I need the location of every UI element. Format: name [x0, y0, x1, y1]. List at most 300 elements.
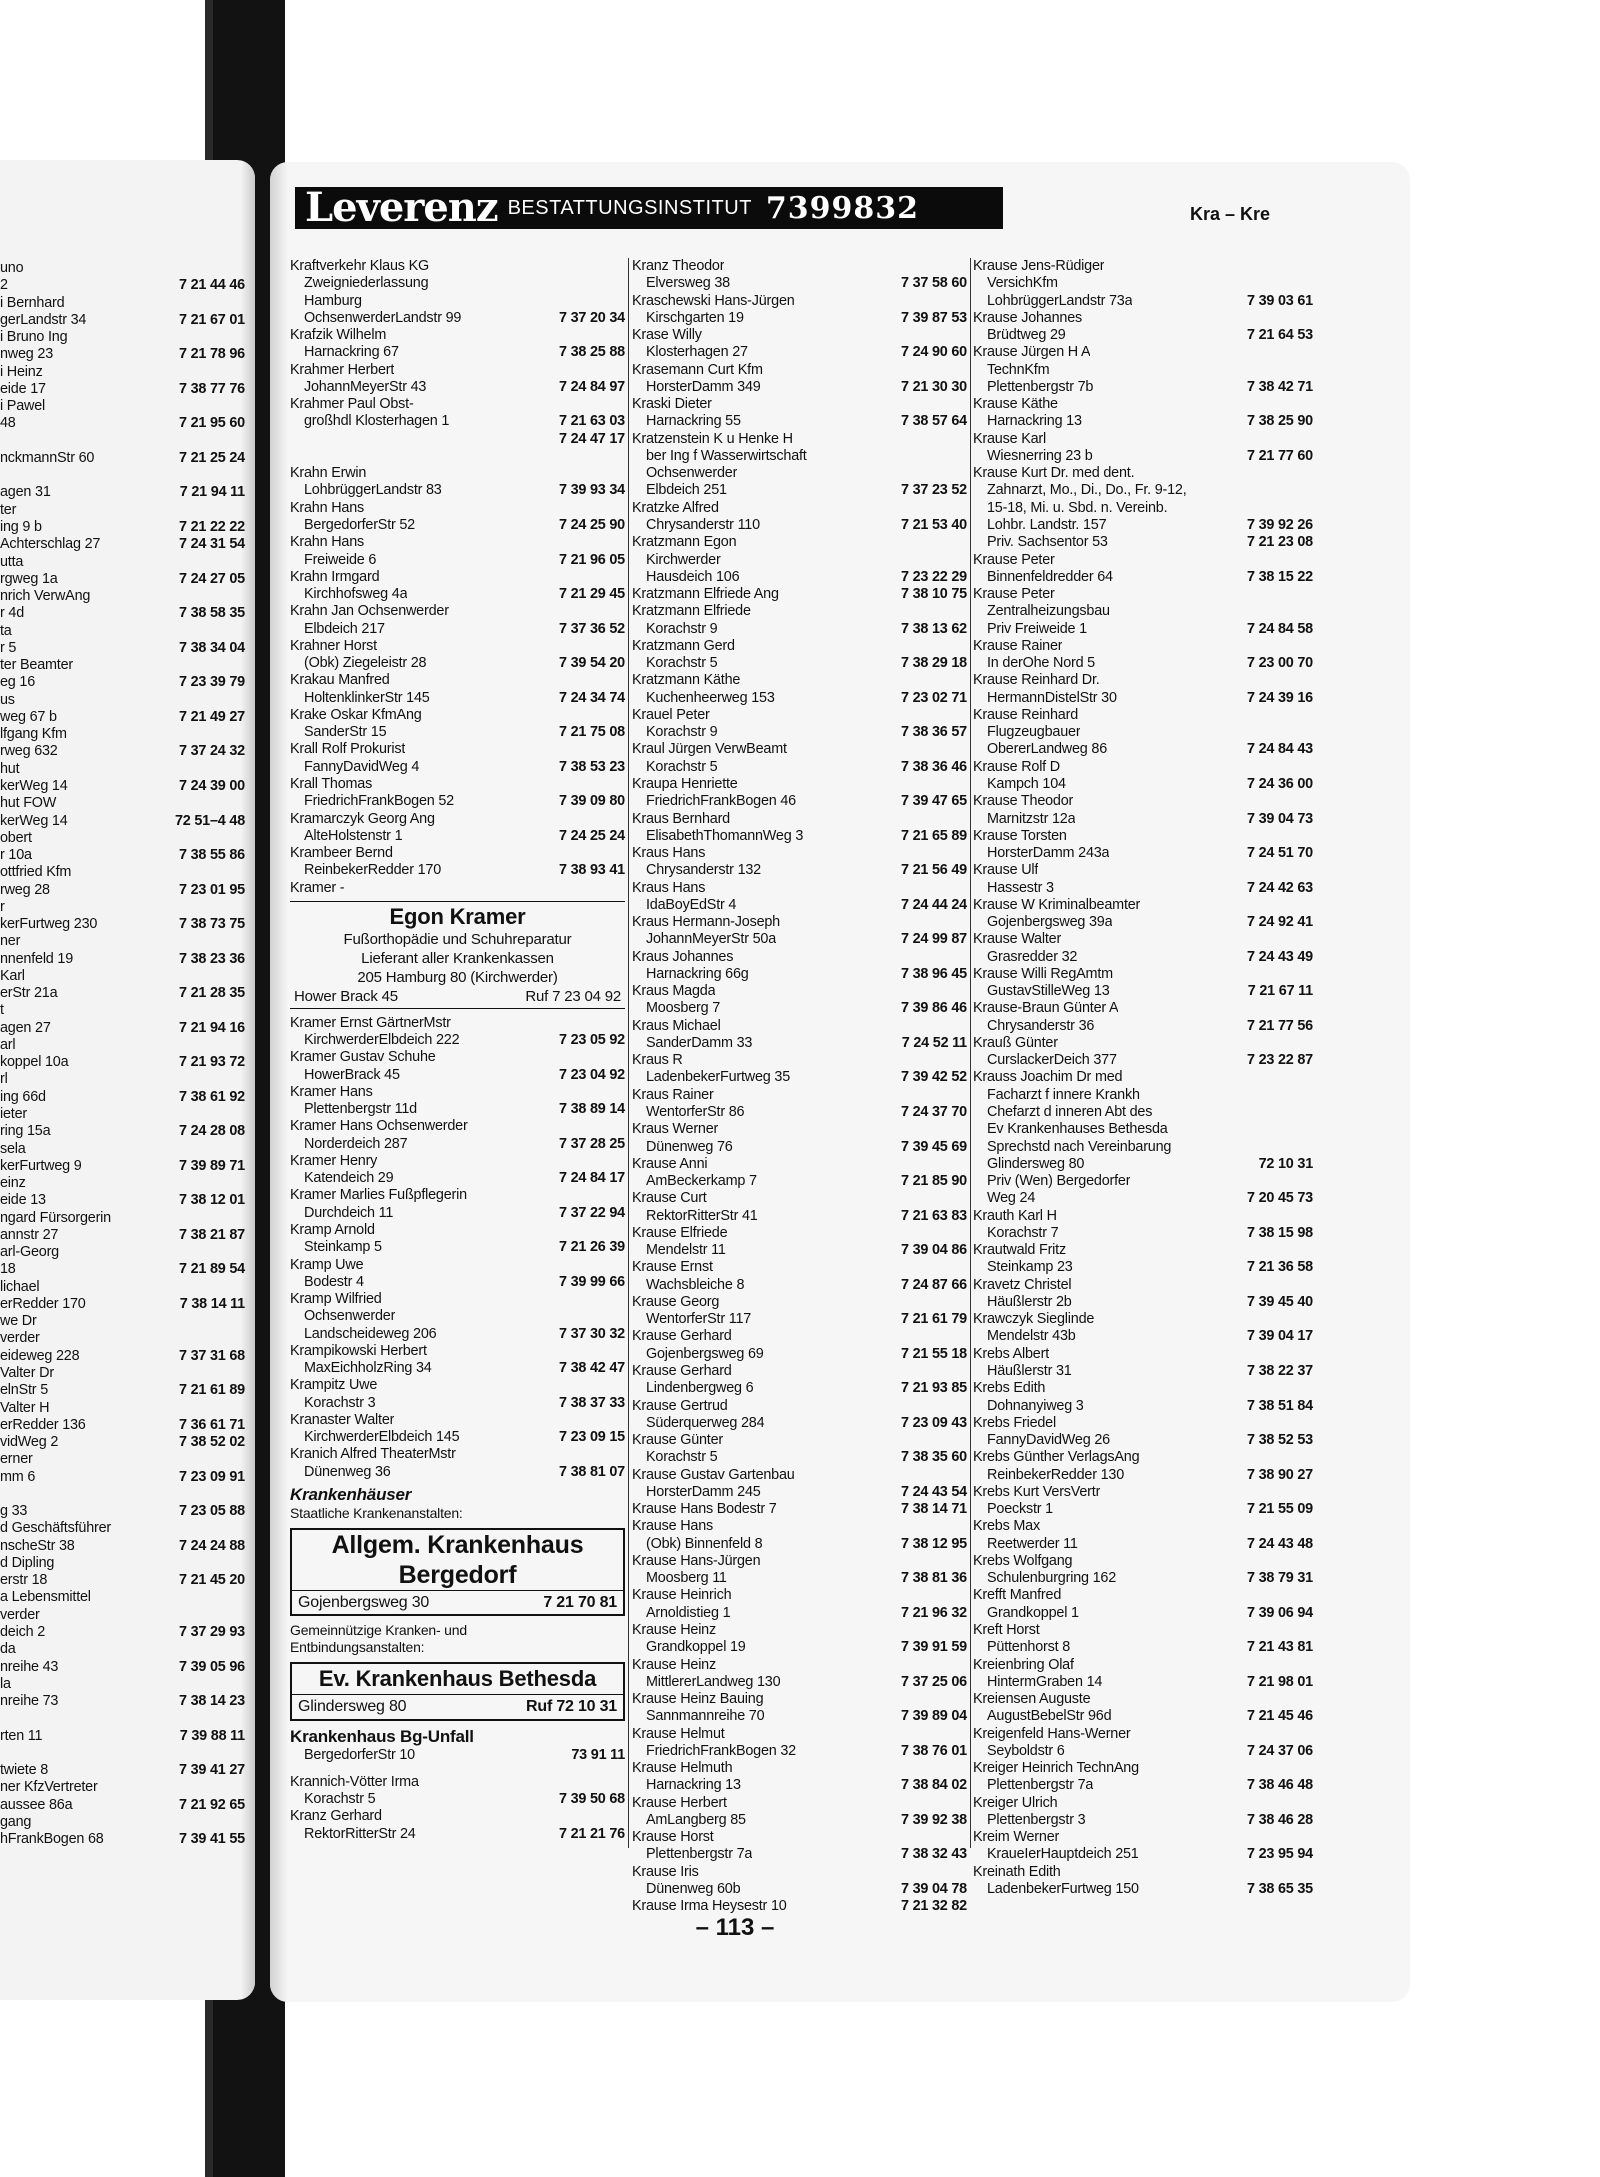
entry-text: Priv Freiweide 1 [987, 620, 1087, 637]
directory-entry [973, 1449, 1313, 1466]
directory-entry [290, 1808, 625, 1825]
entry-text: Valter H [0, 1399, 50, 1416]
directory-entry [290, 534, 625, 551]
entry-phone: 7 21 53 40 [900, 516, 967, 533]
entry-text: Krause Jürgen H A [973, 344, 1091, 361]
entry-phone: 7 21 98 01 [1246, 1673, 1313, 1690]
left-entry [0, 364, 245, 381]
entry-text: Ev Krankenhauses Bethesda [987, 1121, 1168, 1138]
directory-entry [973, 500, 1313, 517]
directory-entry [973, 1173, 1313, 1190]
hospital-address: Gojenbergsweg 30 [298, 1594, 430, 1611]
directory-entry [632, 1864, 967, 1881]
entry-text: Kraus Rainer [632, 1086, 714, 1103]
section-subheading: Staatliche Krankenanstalten: [290, 1505, 463, 1521]
directory-entry [632, 431, 967, 448]
entry-phone: 7 38 25 88 [558, 344, 625, 361]
left-entry [0, 295, 245, 312]
left-entry [0, 450, 245, 467]
entry-text: ter Beamter [0, 657, 73, 674]
entry-phone: 7 24 37 06 [1246, 1742, 1313, 1759]
directory-entry [632, 603, 967, 620]
left-entry [0, 985, 245, 1002]
entry-phone: 7 38 25 90 [1246, 413, 1313, 430]
entry-text: Zweigniederlassung [304, 275, 429, 292]
directory-entry [290, 552, 625, 569]
entry-text: LadenbekerFurtweg 35 [646, 1069, 791, 1086]
entry-text: Krause Karl [973, 430, 1046, 447]
directory-entry [290, 1326, 625, 1343]
directory-entry [632, 1760, 967, 1777]
left-entry [0, 813, 245, 830]
entry-text: Kravetz Christel [973, 1276, 1072, 1293]
entry-phone: 7 23 04 92 [558, 1066, 625, 1083]
directory-entry [973, 431, 1313, 448]
directory-entry [290, 1049, 625, 1066]
directory-entry [290, 655, 625, 672]
entry-phone: 7 37 30 32 [558, 1325, 625, 1342]
entry-text: Moosberg 11 [646, 1570, 727, 1587]
entry-phone: 7 21 96 32 [900, 1604, 967, 1621]
entry-text: Marnitzstr 12a [987, 810, 1076, 827]
entry-text: FriedrichFrankBogen 32 [646, 1742, 796, 1759]
entry-phone: 7 38 13 62 [900, 620, 967, 637]
left-entry [0, 415, 245, 432]
entry-phone: 7 38 21 87 [178, 1226, 245, 1243]
directory-entry [632, 793, 967, 810]
directory-entry [973, 534, 1313, 551]
directory-entry [973, 603, 1313, 620]
entry-text: i Bernhard [0, 294, 65, 311]
left-entry [0, 1538, 245, 1555]
entry-text: Kreim Werner [973, 1829, 1060, 1846]
hospital-box-bergedorf [290, 1528, 625, 1616]
directory-entry [290, 344, 625, 361]
entry-text: ta [0, 622, 12, 639]
entry-text: eideweg 228 [0, 1347, 80, 1364]
directory-entry [973, 1000, 1313, 1017]
entries-block [290, 1015, 625, 1481]
entry-text: Krahn Irmgard [290, 568, 380, 585]
entry-phone: 7 21 93 85 [900, 1380, 967, 1397]
entry-text: Kraupa Henriette [632, 775, 738, 792]
entry-text: Krause Willi RegAmtm [973, 965, 1113, 982]
left-entry [0, 726, 245, 743]
entry-text: Steinkamp 23 [987, 1259, 1073, 1276]
directory-entry [632, 1708, 967, 1725]
entry-text: Chrysanderstr 36 [987, 1017, 1095, 1034]
directory-entry [973, 396, 1313, 413]
directory-entry [973, 344, 1313, 361]
entry-text: HorsterDamm 349 [646, 378, 761, 395]
entry-text: Krefft Manfred [973, 1587, 1062, 1604]
directory-entry [973, 793, 1313, 810]
advert-title: Egon Kramer [389, 903, 526, 929]
entry-text: r 10a [0, 847, 32, 864]
entry-text: Lohbr. Landstr. 157 [987, 516, 1107, 533]
directory-entry [290, 1067, 625, 1084]
directory-entry [632, 1553, 967, 1570]
directory-entry [290, 741, 625, 758]
entry-text: Krause Jens-Rüdiger [973, 258, 1105, 274]
entry-phone: 7 38 81 07 [558, 1463, 625, 1480]
left-entry [0, 1434, 245, 1451]
directory-entry [973, 1328, 1313, 1345]
entry-phone: 7 39 04 86 [900, 1242, 967, 1259]
directory-entry [290, 862, 625, 879]
entry-phone: 7 37 58 60 [900, 275, 967, 292]
entry-phone: 7 38 53 23 [558, 758, 625, 775]
directory-entry [973, 983, 1313, 1000]
directory-entry [632, 1449, 967, 1466]
left-entry [0, 916, 245, 933]
entry-phone: 7 21 61 79 [900, 1311, 967, 1328]
left-entry [0, 1382, 245, 1399]
entry-text: Brüdtweg 29 [987, 327, 1066, 344]
entry-text: weg 67 b [0, 708, 57, 725]
directory-entry [632, 1777, 967, 1794]
entry-phone: 7 21 95 60 [178, 415, 245, 432]
entry-text: i Bruno Ing [0, 329, 68, 346]
directory-entry [973, 1622, 1313, 1639]
left-entry [0, 933, 245, 950]
entry-text: IdaBoyEdStr 4 [646, 896, 737, 913]
directory-entry [290, 569, 625, 586]
entry-text: ner KfzVertreter [0, 1779, 98, 1796]
entry-text: Elversweg 38 [646, 275, 730, 292]
directory-entry [973, 448, 1313, 465]
left-entry [0, 1002, 245, 1019]
entry-phone: 7 38 58 35 [178, 605, 245, 622]
entry-phone: 7 24 25 24 [558, 827, 625, 844]
entry-text: Krafzik Wilhelm [290, 327, 387, 344]
entry-phone: 7 37 23 52 [900, 482, 967, 499]
directory-entry [290, 724, 625, 741]
left-entry [0, 1797, 245, 1814]
directory-entry [632, 1156, 967, 1173]
left-entry [0, 260, 245, 277]
entry-text: Krahn Jan Ochsenwerder [290, 603, 449, 620]
left-entry [0, 1071, 245, 1088]
entry-text: Krawczyk Sieglinde [973, 1311, 1095, 1328]
left-entry [0, 1279, 245, 1296]
entry-phone: 7 24 47 17 [558, 430, 625, 447]
entry-text: SanderStr 15 [304, 724, 387, 741]
entry-phone: 7 21 23 08 [1246, 534, 1313, 551]
entry-text: Krause Gustav Gartenbau [632, 1466, 795, 1483]
entry-text: Krause Ernst [632, 1259, 713, 1276]
entry-text: Kraus Bernhard [632, 810, 730, 827]
directory-entry [973, 1743, 1313, 1760]
entry-text: Kramp Uwe [290, 1256, 364, 1273]
page-number-text: – 113 – [695, 1914, 775, 1941]
entry-phone: 7 24 44 24 [900, 896, 967, 913]
entry-text: Korachstr 9 [646, 620, 718, 637]
left-entry [0, 623, 245, 640]
directory-entry [632, 759, 967, 776]
left-entry [0, 1400, 245, 1417]
left-entry [0, 571, 245, 588]
directory-entry [632, 327, 967, 344]
directory-entry [290, 517, 625, 534]
entry-text: Kramer Marlies Fußpflegerin [290, 1187, 467, 1204]
entry-text: Krause Reinhard Dr. [973, 672, 1100, 689]
directory-entry [290, 1412, 625, 1429]
directory-entry [973, 1691, 1313, 1708]
directory-entry [632, 396, 967, 413]
entry-text: Zentralheizungsbau [987, 603, 1110, 620]
directory-entry [632, 1069, 967, 1086]
entry-text: WentorferStr 117 [646, 1311, 752, 1328]
entry-text: Landscheideweg 206 [304, 1325, 437, 1342]
entry-phone: 7 39 06 94 [1246, 1604, 1313, 1621]
column-2 [632, 258, 967, 1916]
directory-entry [290, 1791, 625, 1808]
entry-phone: 7 21 77 56 [1246, 1017, 1313, 1034]
directory-entry [632, 1467, 967, 1484]
entry-text: Dohnanyiweg 3 [987, 1397, 1084, 1414]
entry-phone: 7 38 89 14 [558, 1101, 625, 1118]
left-entry [0, 761, 245, 778]
entry-text: lichael [0, 1278, 40, 1295]
directory-entry [973, 1518, 1313, 1535]
entry-text: LohbrüggerLandstr 83 [304, 482, 442, 499]
left-entry [0, 1676, 245, 1693]
entry-phone: 7 23 22 29 [900, 568, 967, 585]
entry-text: Mendelstr 43b [987, 1328, 1076, 1345]
entry-phone: 7 24 99 87 [900, 931, 967, 948]
entry-text: Freiweide 6 [304, 551, 377, 568]
entry-text: Kraus Michael [632, 1017, 721, 1034]
entry-phone: 7 21 85 90 [900, 1173, 967, 1190]
entry-phone: 7 39 91 59 [900, 1639, 967, 1656]
left-entry [0, 1710, 245, 1727]
section-subheading: Entbindungsanstalten: [290, 1639, 425, 1656]
advert-phone: Ruf 7 23 04 92 [525, 987, 621, 1005]
directory-entry [973, 1156, 1313, 1173]
entry-text: kerFurtweg 230 [0, 916, 98, 933]
entry-text: RektorRitterStr 41 [646, 1207, 758, 1224]
section-subheading: Gemeinnützige Kranken- und [290, 1622, 467, 1639]
entry-text: Wachsbleiche 8 [646, 1276, 745, 1293]
entry-text: ber Ing f Wasserwirtschaft [646, 447, 807, 464]
entry-text: Krause Herbert [632, 1794, 727, 1811]
directory-entry [290, 1360, 625, 1377]
entry-text: AlteHolstenstr 1 [304, 827, 403, 844]
left-entry [0, 1037, 245, 1054]
left-entry [0, 346, 245, 363]
entry-text: Kraschewski Hans-Jürgen [632, 292, 795, 309]
entry-text: gang [0, 1813, 32, 1830]
entry-text: Mendelstr 11 [646, 1242, 726, 1259]
entry-text: Ochsenwerder [304, 1308, 396, 1325]
directory-entry [632, 621, 967, 638]
entry-phone: 7 38 76 01 [900, 1742, 967, 1759]
entry-text: arl [0, 1036, 16, 1053]
entry-text: RektorRitterStr 24 [304, 1825, 416, 1842]
entry-text: LadenbekerFurtweg 150 [987, 1880, 1139, 1897]
left-entry [0, 899, 245, 916]
directory-entry [290, 1015, 625, 1032]
directory-entry [632, 1121, 967, 1138]
directory-entry [632, 344, 967, 361]
entry-text: Kraus Magda [632, 983, 716, 1000]
entry-text: Kratzmann Egon [632, 534, 737, 551]
left-entry [0, 830, 245, 847]
entry-phone: 7 38 12 01 [178, 1192, 245, 1209]
entry-text: KraueIerHauptdeich 251 [987, 1846, 1139, 1863]
directory-entry [290, 1084, 625, 1101]
entry-text: la [0, 1675, 11, 1692]
left-entry [0, 398, 245, 415]
entry-text: Dünenweg 60b [646, 1880, 741, 1897]
directory-entry [973, 1346, 1313, 1363]
left-entry [0, 1365, 245, 1382]
directory-entry [973, 776, 1313, 793]
entry-text: Priv. Sachsentor 53 [987, 534, 1108, 551]
entry-text: nweg 23 [0, 346, 54, 363]
entry-phone: 7 38 14 23 [178, 1693, 245, 1710]
directory-entry [973, 1881, 1313, 1898]
entry-text: Poeckstr 1 [987, 1501, 1053, 1518]
entry-phone: 72 51–4 48 [174, 812, 245, 829]
entry-text: Krannich-Vötter Irma [290, 1773, 419, 1790]
directory-entry [973, 1432, 1313, 1449]
entry-text: kerWeg 14 [0, 812, 68, 829]
entry-phone: 7 21 64 53 [1246, 327, 1313, 344]
entry-text: Krause Horst [632, 1829, 714, 1846]
entry-text: hut [0, 760, 20, 777]
entry-text: Krake Oskar KfmAng [290, 706, 422, 723]
directory-entry [632, 1398, 967, 1415]
left-entry [0, 467, 245, 484]
entry-text: Elbdeich 217 [304, 620, 385, 637]
entry-phone: 7 39 88 11 [179, 1727, 245, 1744]
entry-text: ottfried Kfm [0, 864, 72, 881]
directory-entry [290, 586, 625, 603]
advert-egon-kramer [290, 901, 625, 1009]
left-entry [0, 312, 245, 329]
left-page-listing [0, 260, 245, 1848]
directory-entry [632, 1000, 967, 1017]
directory-entry [632, 1346, 967, 1363]
entry-text: Krause Helmut [632, 1725, 725, 1742]
entry-text: ngard Fürsorgerin [0, 1209, 111, 1226]
directory-entry [632, 1363, 967, 1380]
directory-entry [632, 1898, 967, 1915]
entry-phone: 7 21 77 60 [1246, 447, 1313, 464]
entry-text: erstr 18 [0, 1572, 48, 1589]
directory-entry [290, 1170, 625, 1187]
entry-text: Korachstr 3 [304, 1394, 376, 1411]
directory-entry [632, 897, 967, 914]
entry-text: Grandkoppel 19 [646, 1639, 746, 1656]
left-entry [0, 1158, 245, 1175]
entry-text: OchsenwerderLandstr 99 [304, 309, 462, 326]
left-entry [0, 951, 245, 968]
entry-phone: 7 38 36 46 [900, 758, 967, 775]
entry-text: we Dr [0, 1313, 37, 1330]
entry-phone: 7 39 41 27 [178, 1762, 245, 1779]
directory-entry [973, 1018, 1313, 1035]
entry-text: da [0, 1641, 16, 1658]
entry-text: ter [0, 501, 17, 518]
entry-phone: 7 23 09 91 [178, 1468, 245, 1485]
entry-phone: 7 24 84 97 [558, 378, 625, 395]
directory-entry [290, 1308, 625, 1325]
entry-text: Krase Willy [632, 327, 702, 344]
page-shadow [270, 162, 288, 2002]
entry-text: r [0, 898, 5, 915]
entry-text: großhdl Klosterhagen 1 [304, 413, 450, 430]
entry-text: Krauel Peter [632, 706, 710, 723]
entry-text: nckmannStr 60 [0, 449, 95, 466]
entry-text: Krahn Hans [290, 534, 364, 551]
entry-text: Krause Georg [632, 1293, 720, 1310]
directory-entry [290, 275, 625, 292]
directory-entry [973, 724, 1313, 741]
directory-entry [290, 1239, 625, 1256]
entry-phone: 7 21 96 05 [558, 551, 625, 568]
entry-text: HintermGraben 14 [987, 1673, 1103, 1690]
directory-entry [290, 793, 625, 810]
entry-text: Durchdeich 11 [304, 1204, 394, 1221]
entry-text: Krause Johannes [973, 309, 1083, 326]
entry-text: annstr 27 [0, 1226, 59, 1243]
directory-entry [290, 448, 625, 465]
entry-text: ReinbekerRedder 130 [987, 1466, 1125, 1483]
entry-text: einz [0, 1175, 26, 1192]
entry-text: Plettenbergstr 11d [304, 1101, 417, 1118]
entry-phone: 7 21 49 27 [178, 708, 245, 725]
directory-entry [290, 811, 625, 828]
left-entry [0, 554, 245, 571]
entry-text: Krause Hans-Jürgen [632, 1552, 761, 1569]
left-entry [0, 968, 245, 985]
entry-phone: 7 38 57 64 [900, 413, 967, 430]
entry-text: Chrysanderstr 110 [646, 516, 760, 533]
directory-entry [632, 1657, 967, 1674]
directory-entry [632, 828, 967, 845]
directory-entry [632, 880, 967, 897]
left-entry [0, 381, 245, 398]
advert-line: Lieferant aller Krankenkassen [361, 949, 554, 967]
entry-phone: 7 38 35 60 [900, 1449, 967, 1466]
entry-text: Krause Irma Heysestr 10 [632, 1898, 787, 1915]
entry-text: Kraus Werner [632, 1121, 719, 1138]
left-entry [0, 1469, 245, 1486]
entry-text: Krebs Albert [973, 1345, 1049, 1362]
directory-entry [290, 431, 625, 448]
entry-text: Plettenbergstr 7b [987, 378, 1094, 395]
advert-contact [294, 987, 621, 1006]
entry-phone: 7 21 21 76 [558, 1825, 625, 1842]
entry-text: Krauß Günter [973, 1034, 1058, 1051]
entry-text: ElisabethThomannWeg 3 [646, 827, 804, 844]
left-entry [0, 1261, 245, 1278]
entry-phone: 7 24 28 08 [178, 1123, 245, 1140]
entry-text: Kratzmann Elfriede [632, 603, 751, 620]
directory-entry [632, 1846, 967, 1863]
entry-text: HowerBrack 45 [304, 1066, 400, 1083]
entry-phone: 7 24 37 70 [900, 1104, 967, 1121]
left-entry [0, 1659, 245, 1676]
entry-text: Kreinath Edith [973, 1863, 1061, 1880]
entry-text: Klosterhagen 27 [646, 344, 748, 361]
entry-phone: 7 39 41 55 [178, 1831, 245, 1848]
entry-text: VersichKfm [987, 275, 1058, 292]
entry-phone: 7 38 34 04 [178, 639, 245, 656]
